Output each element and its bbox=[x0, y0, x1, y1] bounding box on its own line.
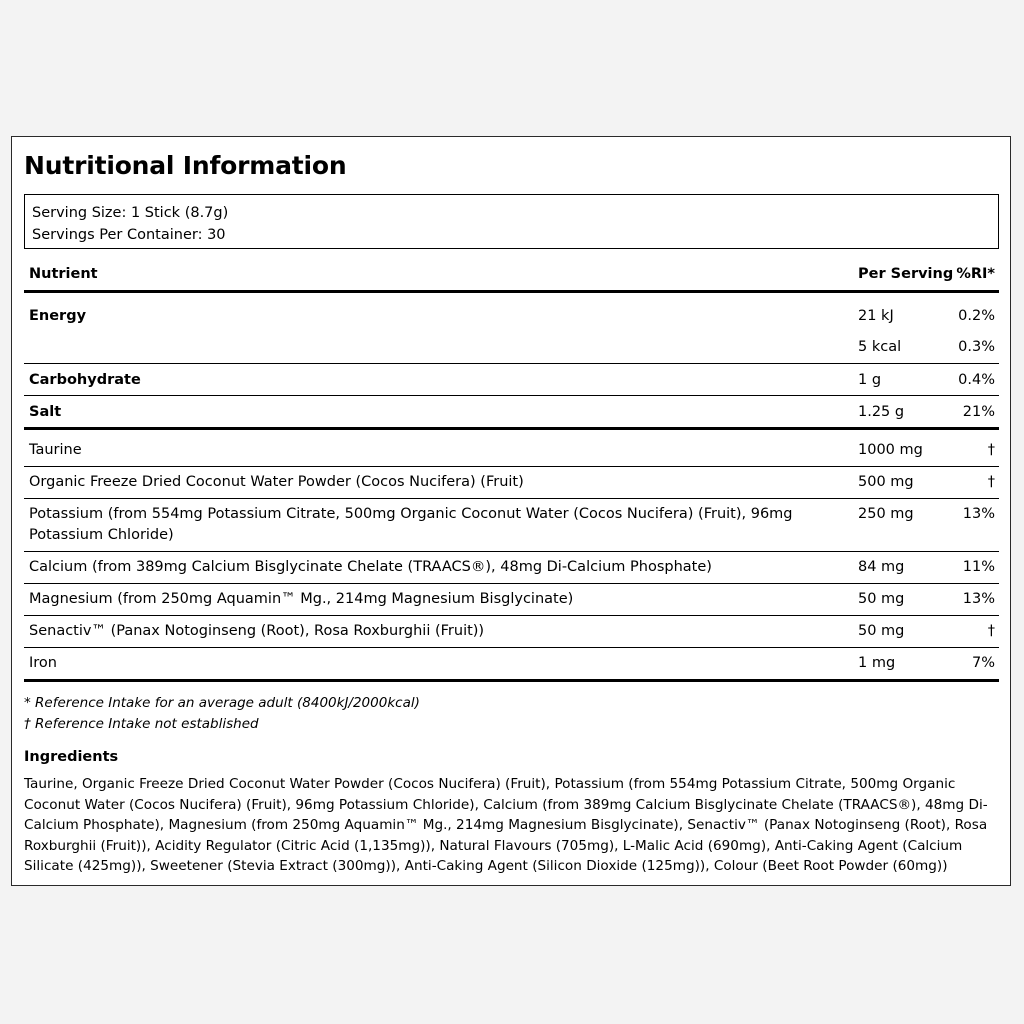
ingredients-title: Ingredients bbox=[24, 749, 119, 765]
header-ri: %RI* bbox=[956, 266, 995, 282]
nutrient-name: Potassium (from 554mg Potassium Citrate, 500mg Organic Coconut Water (Cocos Nucifera) (Fruit), 96mg Potassium Chloride) bbox=[29, 506, 793, 543]
table-row bbox=[24, 427, 999, 466]
table-row bbox=[24, 615, 999, 647]
header-per-serving: Per Serving bbox=[858, 266, 954, 282]
table-row bbox=[24, 647, 999, 682]
header-nutrient: Nutrient bbox=[29, 266, 98, 282]
nutrient-name: Taurine bbox=[29, 442, 82, 458]
per-serving-value: 50 mg bbox=[858, 623, 905, 639]
nutrition-table bbox=[24, 255, 999, 682]
ri-value: † bbox=[987, 474, 995, 490]
per-serving-value: 21 kJ bbox=[858, 308, 894, 324]
ri-value: † bbox=[987, 442, 995, 458]
ingredients-text: Taurine, Organic Freeze Dried Coconut Water Powder (Cocos Nucifera) (Fruit), Potassium (from 554mg Potassium Citrate, 500mg Organic Coconut Water (Cocos Nucifera) (Fruit), 96mg Potassium Chloride), Calcium (from 389mg Calcium Bisglycinate Chelate (TRAACS®), 48mg Di-Calcium Phosphate), Magnesium (from 250mg Aquamin™ Mg., 214mg Magnesium Bisglycinate), Senactiv™ (Panax Notoginseng (Root), Rosa Roxburghii (Fruit)), Acidity Regulator (Citric Acid (1,135mg)), Natural Flavours (705mg), L-Malic Acid (690mg), Anti-Caking Agent (Calcium Silicate (425mg)), Sweetener (Stevia Extract (300mg)), Anti-Caking Agent (Silicon Dioxide (125mg)), Colour (Beet Root Powder (60mg)) bbox=[24, 776, 988, 874]
per-serving-value: 1 g bbox=[858, 372, 882, 388]
per-serving-value: 5 kcal bbox=[858, 339, 902, 355]
nutrient-name: Iron bbox=[29, 655, 57, 671]
footnote-not-established: † Reference Intake not established bbox=[24, 716, 259, 732]
nutrient-name: Calcium (from 389mg Calcium Bisglycinate Chelate (TRAACS®), 48mg Di-Calcium Phosphate) bbox=[29, 559, 712, 575]
page-title: Nutritional Information bbox=[24, 151, 347, 180]
table-row bbox=[24, 331, 999, 363]
ri-value: † bbox=[987, 623, 995, 639]
table-row bbox=[24, 395, 999, 427]
ri-value: 7% bbox=[971, 655, 995, 671]
ri-value: 11% bbox=[962, 559, 995, 575]
table-row bbox=[24, 466, 999, 498]
nutrient-name: Senactiv™ (Panax Notoginseng (Root), Rosa Roxburghii (Fruit)) bbox=[29, 623, 485, 639]
table-row bbox=[24, 498, 999, 551]
serving-size: Serving Size: 1 Stick (8.7g) bbox=[32, 205, 229, 221]
ri-value: 21% bbox=[962, 404, 995, 420]
table-row bbox=[24, 551, 999, 583]
nutrient-name: Magnesium (from 250mg Aquamin™ Mg., 214mg Magnesium Bisglycinate) bbox=[29, 591, 574, 607]
ri-value: 0.2% bbox=[958, 308, 995, 324]
ri-value: 13% bbox=[962, 506, 995, 522]
nutrient-name: Carbohydrate bbox=[29, 372, 141, 388]
per-serving-value: 84 mg bbox=[858, 559, 905, 575]
ri-value: 0.4% bbox=[958, 372, 995, 388]
nutrient-name: Energy bbox=[29, 308, 87, 324]
table-row bbox=[24, 363, 999, 395]
per-serving-value: 1.25 g bbox=[858, 404, 905, 420]
nutrient-name: Organic Freeze Dried Coconut Water Powder (Cocos Nucifera) (Fruit) bbox=[29, 474, 524, 490]
footnotes bbox=[24, 693, 420, 735]
table-row bbox=[24, 293, 999, 331]
per-serving-value: 1000 mg bbox=[858, 442, 923, 458]
serving-info-box bbox=[24, 194, 999, 249]
ri-value: 13% bbox=[962, 591, 995, 607]
nutrient-name: Salt bbox=[29, 404, 62, 420]
table-header bbox=[24, 255, 999, 293]
per-serving-value: 500 mg bbox=[858, 474, 914, 490]
per-serving-value: 1 mg bbox=[858, 655, 896, 671]
servings-per-container: Servings Per Container: 30 bbox=[32, 227, 226, 243]
ri-value: 0.3% bbox=[958, 339, 995, 355]
nutrition-panel bbox=[11, 136, 1011, 886]
per-serving-value: 50 mg bbox=[858, 591, 905, 607]
per-serving-value: 250 mg bbox=[858, 506, 914, 522]
table-row bbox=[24, 583, 999, 615]
footnote-reference-intake: * Reference Intake for an average adult (8400kJ/2000kcal) bbox=[24, 695, 420, 711]
